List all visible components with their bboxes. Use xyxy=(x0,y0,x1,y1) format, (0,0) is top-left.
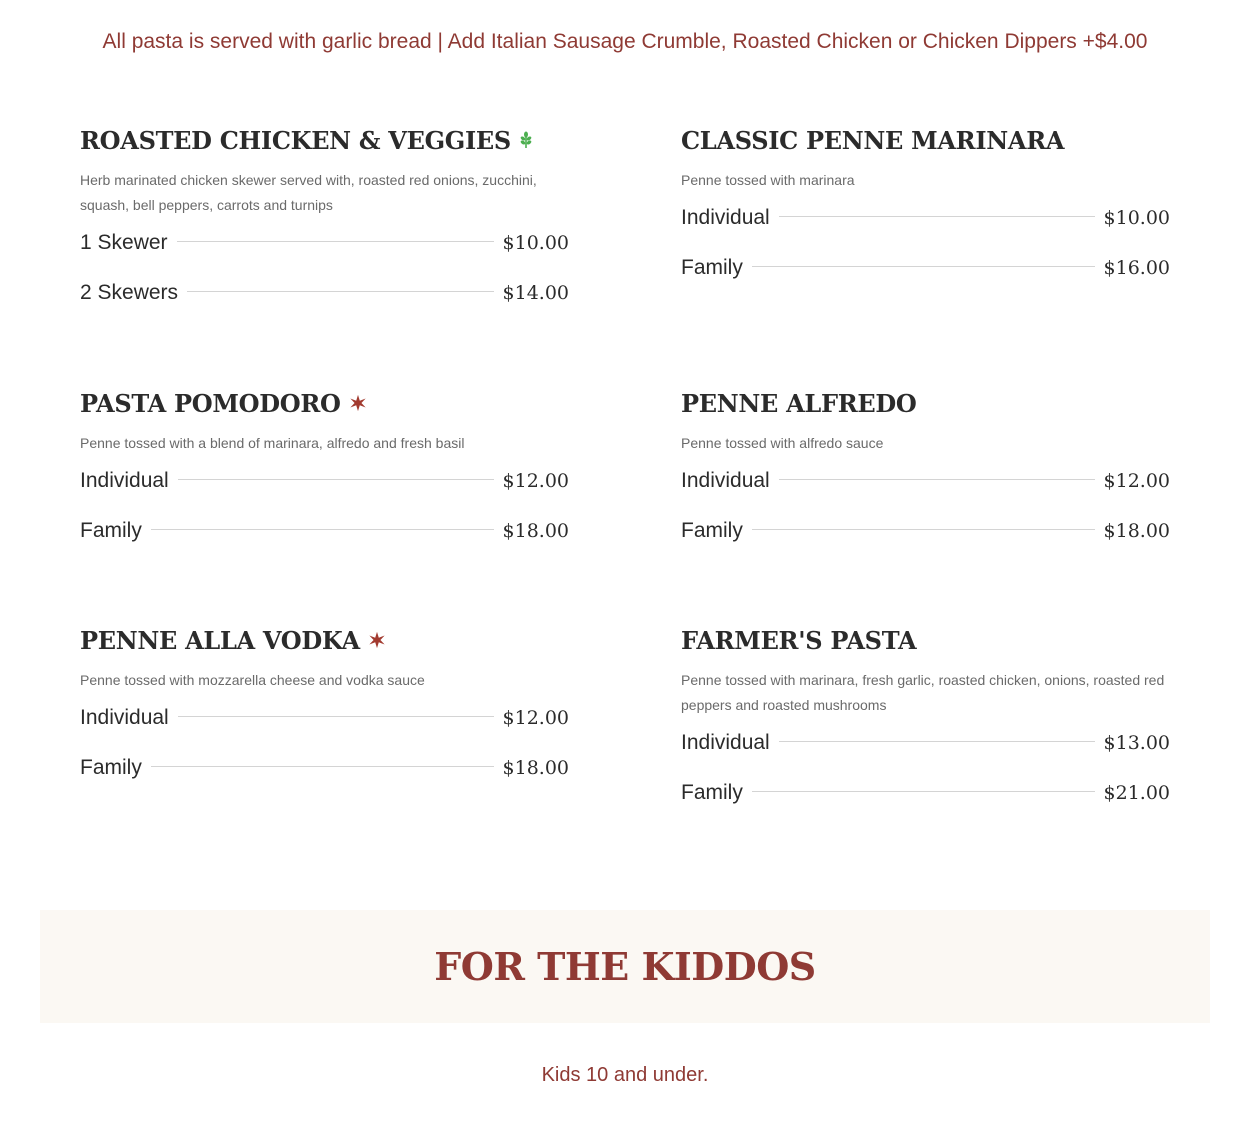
dotted-leader xyxy=(779,479,1095,480)
star-icon xyxy=(349,394,367,412)
price-row: Individual $12.00 xyxy=(681,469,1170,492)
menu-item-description: Penne tossed with a blend of marinara, alfredo and fresh basil xyxy=(80,435,465,451)
dotted-leader xyxy=(752,791,1095,792)
leaf-icon xyxy=(519,131,533,149)
price-row: Family $16.00 xyxy=(681,256,1170,279)
dotted-leader xyxy=(779,741,1095,742)
dotted-leader xyxy=(752,529,1095,530)
menu-item-description: Penne tossed with marinara xyxy=(681,172,855,188)
menu-item-pasta-pomodoro xyxy=(80,388,569,556)
kids-section-banner xyxy=(40,910,1210,1023)
dotted-leader xyxy=(178,479,494,480)
menu-item-title: FARMER'S PASTA xyxy=(681,625,917,655)
menu-item-title: PENNE ALLA VODKA xyxy=(80,625,569,655)
menu-item-penne-alfredo xyxy=(681,388,1170,556)
price-row: 1 Skewer $10.00 xyxy=(80,231,569,254)
price-row: Individual $10.00 xyxy=(681,206,1170,229)
menu-item-description: Penne tossed with marinara, fresh garlic, roasted chicken, onions, roasted red peppers and roasted mushrooms xyxy=(681,672,1165,713)
price-row: Individual $13.00 xyxy=(681,731,1170,754)
dotted-leader xyxy=(151,529,494,530)
kids-age-note: Kids 10 and under. xyxy=(541,1064,709,1086)
pasta-notice: All pasta is served with garlic bread | Add Italian Sausage Crumble, Roasted Chicken or Chicken Dippers +$4.00 xyxy=(102,30,1148,53)
menu-item-title: CLASSIC PENNE MARINARA xyxy=(681,125,1065,155)
menu-item-farmers-pasta xyxy=(681,625,1170,818)
price-row: 2 Skewers $14.00 xyxy=(80,281,569,304)
dotted-leader xyxy=(177,241,494,242)
menu-item-classic-penne-marinara xyxy=(681,125,1170,293)
dotted-leader xyxy=(178,716,494,717)
menu-item-title: PENNE ALFREDO xyxy=(681,388,917,418)
price-row: Family $18.00 xyxy=(80,519,569,542)
menu-item-description: Herb marinated chicken skewer served with, roasted red onions, zucchini, squash, bell peppers, carrots and turnips xyxy=(80,172,537,213)
price-row: Family $18.00 xyxy=(681,519,1170,542)
price-row: Family $18.00 xyxy=(80,756,569,779)
section-heading: FOR THE KIDDOS xyxy=(434,944,816,989)
price-row: Individual $12.00 xyxy=(80,706,569,729)
menu-item-title: PASTA POMODORO xyxy=(80,388,569,418)
dotted-leader xyxy=(779,216,1095,217)
menu-item-roasted-chicken-veggies xyxy=(80,125,569,318)
menu-item-description: Penne tossed with alfredo sauce xyxy=(681,435,884,451)
dotted-leader xyxy=(187,291,493,292)
dotted-leader xyxy=(151,766,494,767)
menu-item-penne-alla-vodka xyxy=(80,625,569,793)
menu-item-description: Penne tossed with mozzarella cheese and vodka sauce xyxy=(80,672,425,688)
menu-item-title: ROASTED CHICKEN & VEGGIES xyxy=(80,125,569,155)
dotted-leader xyxy=(752,266,1095,267)
price-row: Individual $12.00 xyxy=(80,469,569,492)
star-icon xyxy=(368,631,386,649)
price-row: Family $21.00 xyxy=(681,781,1170,804)
